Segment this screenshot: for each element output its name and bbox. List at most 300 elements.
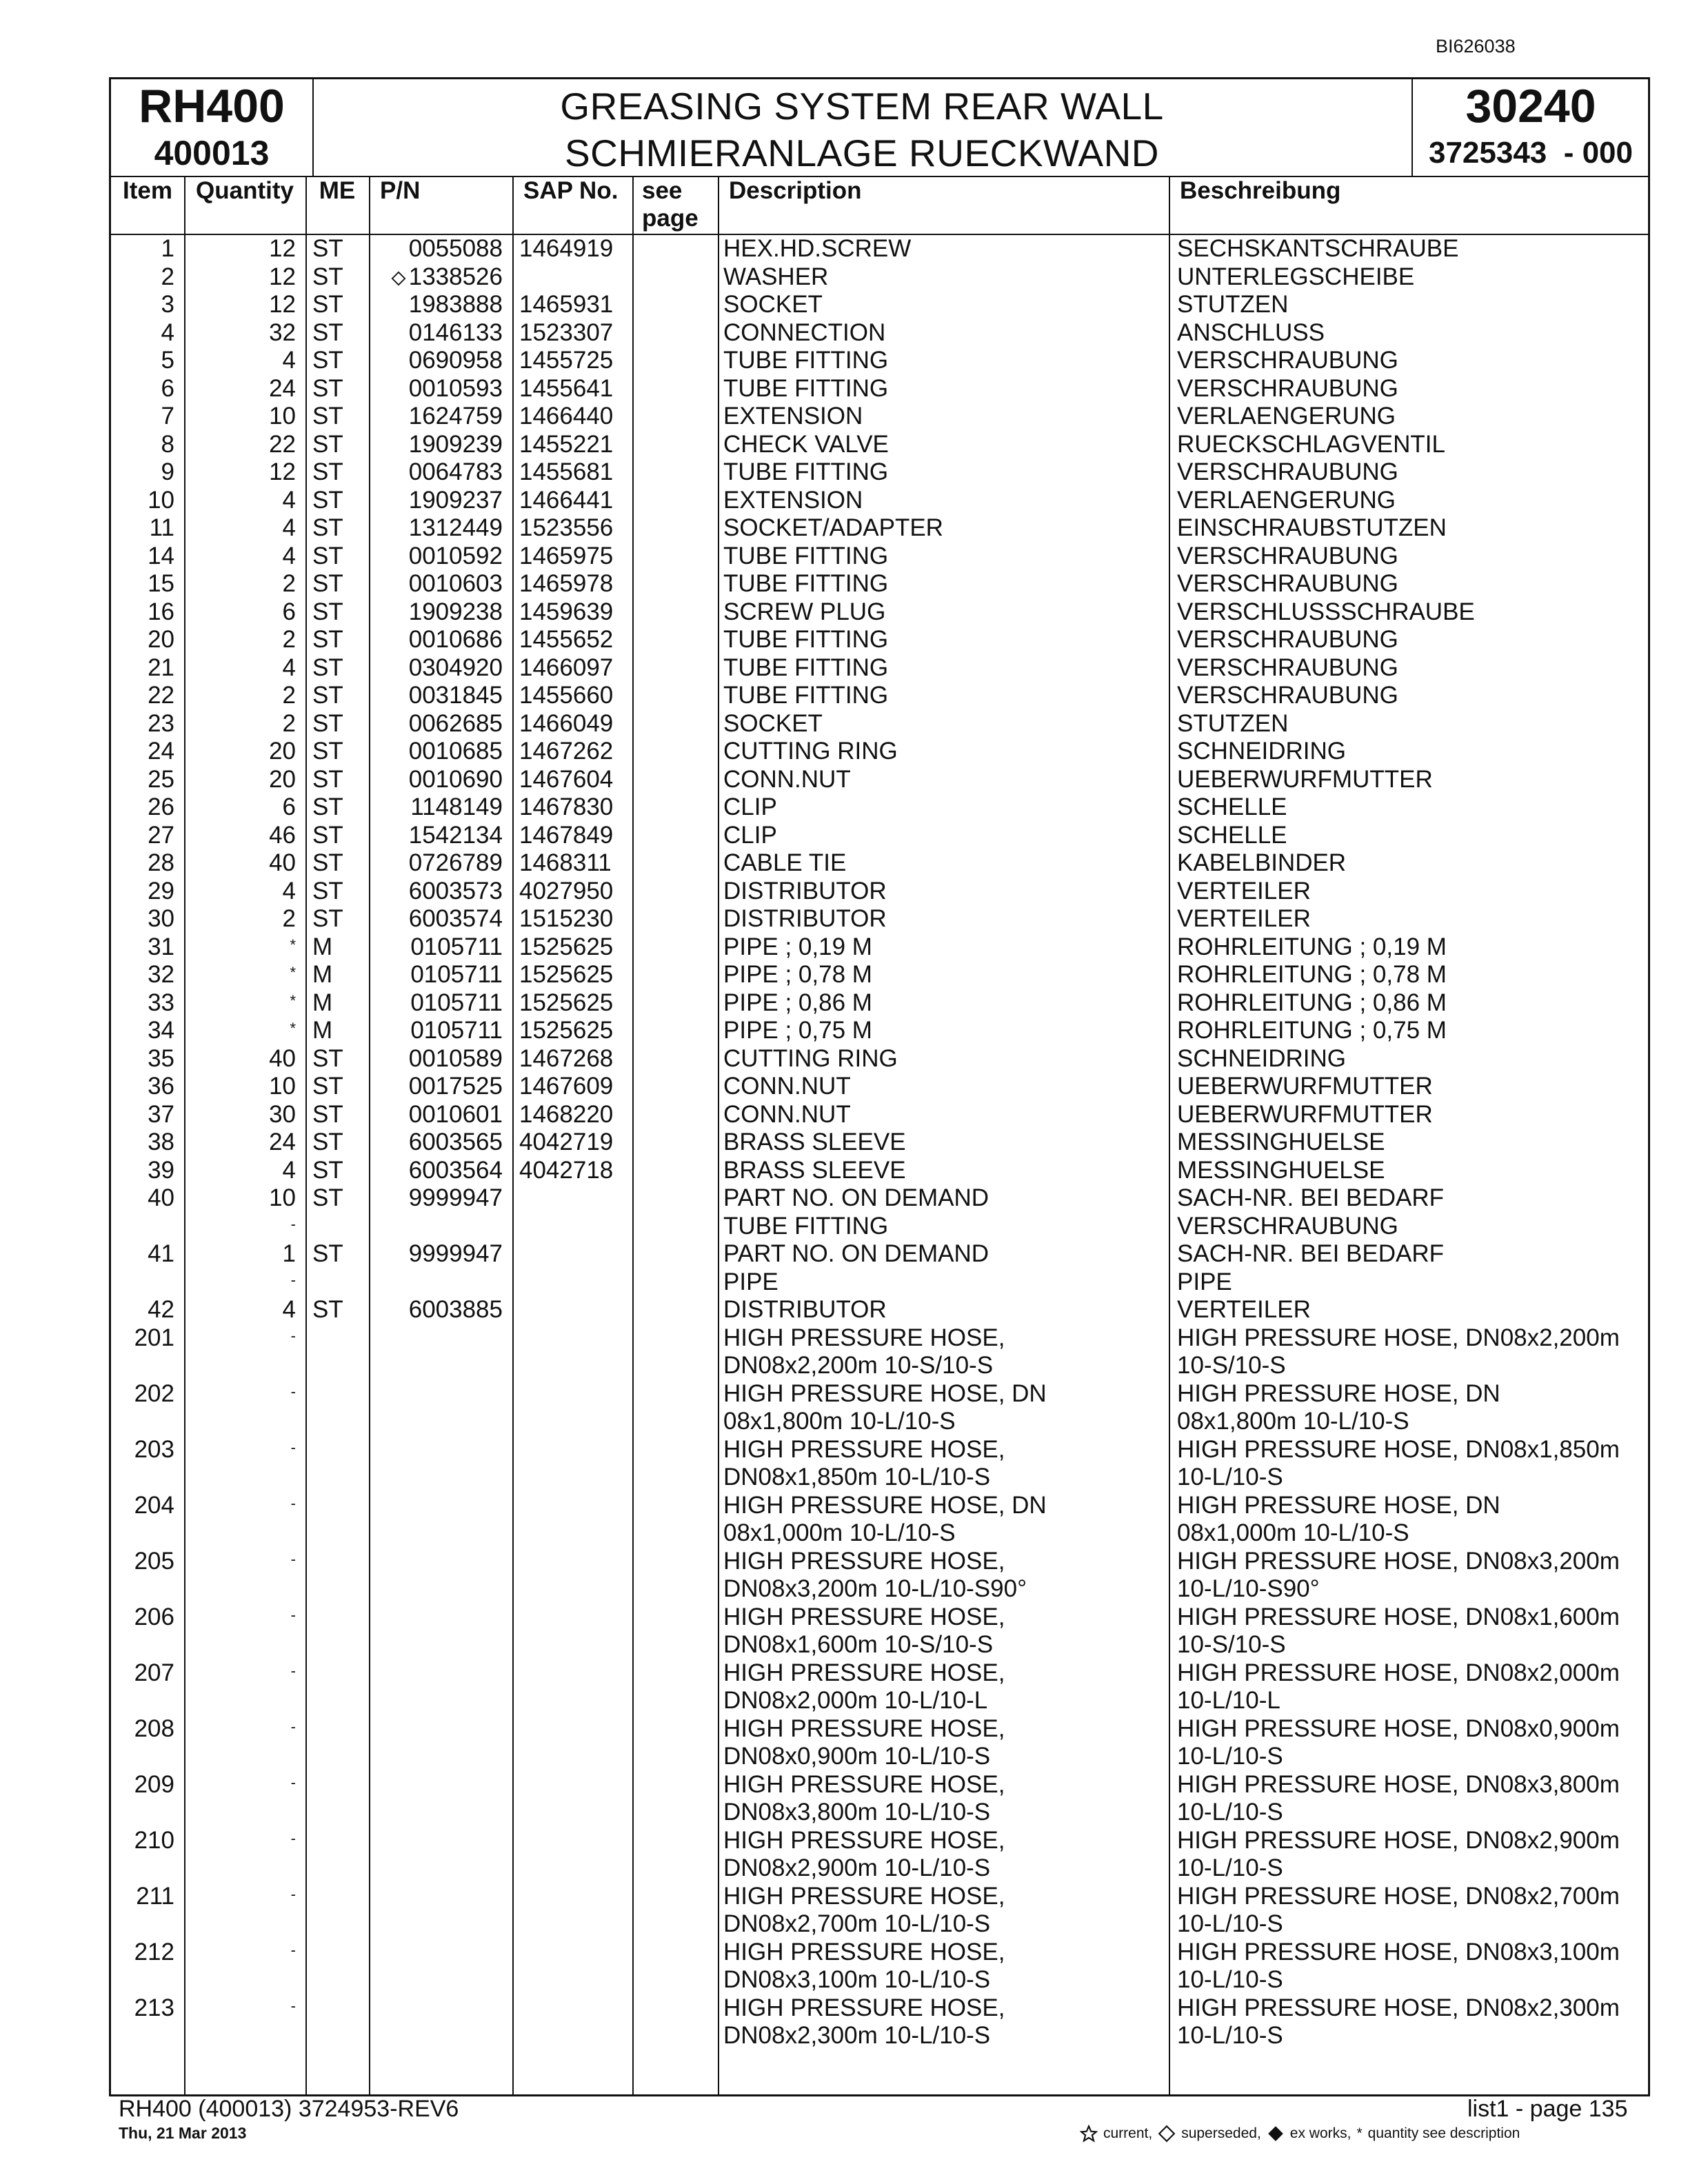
cell-description: DN08x2,700m 10-L/10-S: [723, 1910, 991, 1937]
cell-description: BRASS SLEEVE: [723, 1156, 906, 1184]
table-row: [111, 1715, 1650, 1743]
cell-quantity: 4: [282, 877, 296, 904]
table-row: [111, 1939, 1650, 1967]
cell-description: DN08x2,300m 10-L/10-S: [723, 2022, 991, 2049]
cell-pn: 0105711: [410, 989, 503, 1016]
cell-beschreibung: HIGH PRESSURE HOSE, DN08x3,200m: [1177, 1547, 1620, 1575]
table-row: [111, 1743, 1650, 1771]
cell-item: 6: [161, 374, 174, 402]
cell-quantity: 12: [269, 235, 296, 262]
cell-beschreibung: VERLAENGERUNG: [1177, 486, 1396, 514]
cell-description: CONNECTION: [723, 318, 886, 346]
cell-sap: 1525625: [519, 1017, 614, 1044]
cell-me: ST: [312, 542, 343, 569]
cell-description: TUBE FITTING: [723, 1212, 889, 1240]
cell-me: ST: [312, 1184, 343, 1211]
legend-superseded: superseded,: [1181, 2125, 1261, 2141]
cell-pn: 1542134: [408, 821, 503, 849]
table-row: [111, 822, 1650, 850]
cell-description: TUBE FITTING: [723, 374, 889, 402]
cell-pn: 0105711: [410, 1017, 503, 1044]
cell-pn: 0690958: [408, 347, 503, 374]
cell-description: DISTRIBUTOR: [723, 905, 887, 932]
cell-item: 1: [161, 235, 174, 262]
cell-description: SCREW PLUG: [723, 598, 886, 625]
cell-item: 21: [148, 654, 174, 681]
table-row: [111, 319, 1650, 347]
cell-quantity: *: [290, 964, 296, 981]
cell-quantity: 24: [269, 374, 296, 402]
cell-description: DN08x1,600m 10-S/10-S: [723, 1631, 994, 1658]
cell-pn: 0055088: [408, 235, 503, 262]
cell-beschreibung: SCHNEIDRING: [1177, 1044, 1347, 1072]
cell-item: 3: [161, 291, 174, 318]
cell-quantity: -: [290, 1382, 296, 1400]
table-row: [111, 1184, 1650, 1213]
drawing-number: 3725343 - 000: [1428, 136, 1634, 170]
cell-item: 14: [148, 542, 174, 569]
cell-beschreibung: 10-L/10-S: [1177, 1854, 1283, 1881]
cell-beschreibung: VERSCHRAUBUNG: [1177, 458, 1398, 485]
cell-quantity: 10: [269, 1184, 296, 1211]
cell-item: 4: [161, 318, 174, 346]
cell-item: 210: [134, 1826, 174, 1854]
cell-sap: 1468220: [519, 1100, 614, 1128]
cell-quantity: 12: [269, 263, 296, 290]
cell-quantity: 4: [282, 347, 296, 374]
filled-diamond-icon: [1267, 2125, 1285, 2143]
cell-beschreibung: VERSCHRAUBUNG: [1177, 682, 1398, 709]
table-row: [111, 1631, 1650, 1659]
cell-description: HEX.HD.SCREW: [723, 235, 912, 262]
cell-item: 22: [148, 682, 174, 709]
cell-pn: 0010601: [408, 1100, 503, 1128]
cell-item: 36: [148, 1073, 174, 1100]
cell-quantity: 40: [269, 849, 296, 876]
cell-beschreibung: ANSCHLUSS: [1177, 318, 1325, 346]
table-row: [111, 654, 1650, 682]
cell-description: DN08x0,900m 10-L/10-S: [723, 1743, 991, 1770]
cell-pn: 0010686: [408, 626, 503, 653]
cell-item: 208: [134, 1715, 174, 1742]
cell-sap: 1467609: [519, 1073, 614, 1100]
cell-pn: 0726789: [408, 849, 503, 876]
table-row: [111, 1659, 1650, 1688]
cell-quantity: 24: [269, 1129, 296, 1155]
cell-description: CONN.NUT: [723, 1073, 851, 1100]
cell-pn: 0146133: [408, 318, 503, 346]
cell-quantity: 20: [269, 765, 296, 793]
cell-quantity: 2: [282, 682, 296, 709]
cell-quantity: -: [290, 1661, 296, 1679]
cell-me: ST: [312, 291, 343, 318]
cell-description: DISTRIBUTOR: [723, 877, 887, 904]
cell-beschreibung: PIPE: [1177, 1268, 1232, 1295]
table-row: [111, 738, 1650, 766]
cell-me: ST: [312, 905, 343, 932]
cell-description: HIGH PRESSURE HOSE,: [723, 1547, 1005, 1575]
cell-beschreibung: VERSCHLUSSSCHRAUBE: [1177, 598, 1475, 625]
cell-description: PART NO. ON DEMAND: [723, 1240, 989, 1267]
cell-sap: 1523556: [519, 514, 614, 541]
cell-quantity: 32: [269, 318, 296, 346]
cell-sap: 1467604: [519, 765, 614, 793]
cell-quantity: 12: [269, 458, 296, 485]
cell-item: 39: [148, 1156, 174, 1184]
cell-sap: 1467830: [519, 793, 614, 820]
table-row: [111, 710, 1650, 738]
cell-item: 8: [161, 430, 174, 458]
cell-beschreibung: ROHRLEITUNG ; 0,19 M: [1177, 933, 1447, 960]
table-row: [111, 1827, 1650, 1855]
cell-pn: 1624759: [408, 403, 503, 429]
cell-beschreibung: VERLAENGERUNG: [1177, 403, 1396, 429]
cell-beschreibung: UEBERWURFMUTTER: [1177, 1100, 1433, 1128]
cell-beschreibung: SACH-NR. BEI BEDARF: [1177, 1240, 1444, 1267]
cell-quantity: *: [290, 991, 296, 1009]
cell-item: 2: [161, 263, 174, 290]
cell-beschreibung: UEBERWURFMUTTER: [1177, 1073, 1433, 1100]
cell-item: 212: [134, 1938, 174, 1965]
col-header-beschreibung: Beschreibung: [1180, 177, 1341, 204]
cell-description: TUBE FITTING: [723, 347, 889, 374]
table-row: [111, 1408, 1650, 1436]
cell-sap: 1465931: [519, 291, 614, 318]
table-row: [111, 1324, 1650, 1353]
cell-item: 37: [148, 1100, 174, 1128]
cell-beschreibung: VERTEILER: [1177, 905, 1311, 932]
cell-description: EXTENSION: [723, 486, 863, 514]
parts-list-frame: [109, 77, 1650, 2096]
table-row: [111, 570, 1650, 598]
cell-sap: 4042718: [519, 1156, 614, 1184]
cell-sap: 1525625: [519, 933, 614, 960]
col-header-description: Description: [729, 177, 862, 204]
table-row: [111, 849, 1650, 878]
cell-sap: 1455660: [519, 682, 614, 709]
cell-me: ST: [312, 793, 343, 820]
cell-pn: 6003565: [408, 1129, 503, 1155]
cell-beschreibung: VERSCHRAUBUNG: [1177, 374, 1398, 402]
cell-pn: 6003885: [408, 1296, 503, 1323]
cell-quantity: -: [290, 1494, 296, 1512]
cell-beschreibung: SACH-NR. BEI BEDARF: [1177, 1184, 1444, 1211]
cell-me: M: [312, 1017, 333, 1044]
cell-me: ST: [312, 598, 343, 625]
col-header-pn: P/N: [380, 177, 421, 204]
cell-me: ST: [312, 486, 343, 514]
cell-description: CUTTING RING: [723, 1044, 898, 1072]
cell-pn: [373, 263, 503, 291]
cell-beschreibung: HIGH PRESSURE HOSE, DN08x1,600m: [1177, 1603, 1620, 1630]
cell-beschreibung: VERTEILER: [1177, 877, 1311, 904]
cell-description: PIPE: [723, 1268, 778, 1295]
cell-description: CONN.NUT: [723, 765, 851, 793]
cell-item: 23: [148, 709, 174, 737]
cell-pn: 1909237: [408, 486, 503, 514]
cell-description: CABLE TIE: [723, 849, 847, 876]
table-row: [111, 431, 1650, 459]
cell-quantity: 6: [282, 793, 296, 820]
cell-pn: 0010690: [408, 765, 503, 793]
cell-description: HIGH PRESSURE HOSE,: [723, 1770, 1005, 1798]
table-row: [111, 1519, 1650, 1548]
cell-item: 38: [148, 1129, 174, 1155]
star-icon: [1080, 2125, 1098, 2143]
cell-quantity: 22: [269, 430, 296, 458]
cell-me: ST: [312, 514, 343, 541]
table-row: [111, 1575, 1650, 1604]
table-row: [111, 933, 1650, 962]
cell-quantity: 2: [282, 905, 296, 932]
cell-sap: 1466097: [519, 654, 614, 681]
cell-me: ST: [312, 430, 343, 458]
cell-me: ST: [312, 570, 343, 597]
cell-beschreibung: HIGH PRESSURE HOSE, DN08x3,800m: [1177, 1770, 1620, 1798]
cell-description: DN08x2,900m 10-L/10-S: [723, 1854, 991, 1881]
cell-beschreibung: HIGH PRESSURE HOSE, DN: [1177, 1491, 1500, 1519]
cell-quantity: 30: [269, 1100, 296, 1128]
table-row: [111, 1240, 1650, 1268]
cell-pn: 0010685: [408, 738, 503, 765]
cell-sap: 1525625: [519, 961, 614, 988]
cell-description: TUBE FITTING: [723, 682, 889, 709]
cell-quantity: 4: [282, 486, 296, 514]
table-row: [111, 1883, 1650, 1911]
cell-item: 205: [134, 1547, 174, 1575]
table-row: [111, 1017, 1650, 1045]
cell-sap: 1523307: [519, 318, 614, 346]
cell-me: M: [312, 989, 333, 1016]
cell-item: 9: [161, 458, 174, 485]
cell-pn: 1909239: [408, 430, 503, 458]
cell-item: 42: [148, 1296, 174, 1323]
legend-current: current,: [1103, 2125, 1153, 2141]
cell-description: HIGH PRESSURE HOSE,: [723, 1826, 1005, 1854]
cell-beschreibung: HIGH PRESSURE HOSE, DN08x2,300m: [1177, 1994, 1620, 2021]
cell-description: DN08x2,200m 10-S/10-S: [723, 1352, 994, 1379]
cell-sap: 1515230: [519, 905, 614, 932]
table-row: [111, 1073, 1650, 1101]
cell-beschreibung: 10-L/10-S90°: [1177, 1575, 1320, 1602]
cell-beschreibung: 08x1,000m 10-L/10-S: [1177, 1519, 1409, 1546]
cell-description: CUTTING RING: [723, 738, 898, 765]
cell-beschreibung: VERSCHRAUBUNG: [1177, 347, 1398, 374]
cell-description: HIGH PRESSURE HOSE,: [723, 1715, 1005, 1742]
cell-item: 29: [148, 877, 174, 904]
cell-me: ST: [312, 1156, 343, 1184]
table-row: [111, 598, 1650, 627]
cell-beschreibung: 10-L/10-S: [1177, 1966, 1283, 1993]
cell-beschreibung: VERSCHRAUBUNG: [1177, 654, 1398, 681]
cell-item: 7: [161, 403, 174, 429]
cell-beschreibung: 10-L/10-S: [1177, 1464, 1283, 1490]
cell-beschreibung: STUTZEN: [1177, 709, 1289, 737]
table-row: [111, 961, 1650, 989]
cell-beschreibung: VERSCHRAUBUNG: [1177, 626, 1398, 653]
cell-quantity: 2: [282, 626, 296, 653]
table-row: [111, 1771, 1650, 1799]
cell-pn: 0010593: [408, 374, 503, 402]
cell-me: ST: [312, 682, 343, 709]
table-row: [111, 1380, 1650, 1408]
cell-description: DISTRIBUTOR: [723, 1296, 887, 1323]
cell-quantity: 4: [282, 654, 296, 681]
cell-description: HIGH PRESSURE HOSE,: [723, 1882, 1005, 1910]
cell-beschreibung: HIGH PRESSURE HOSE, DN: [1177, 1379, 1500, 1407]
cell-me: ST: [312, 1044, 343, 1072]
cell-quantity: 2: [282, 570, 296, 597]
table-row: [111, 291, 1650, 319]
cell-me: ST: [312, 1129, 343, 1155]
cell-pn: 6003573: [408, 877, 503, 904]
cell-me: ST: [312, 374, 343, 402]
cell-item: 30: [148, 905, 174, 932]
cell-quantity: *: [290, 936, 296, 953]
title-german: SCHMIERANLAGE RUECKWAND: [564, 132, 1160, 174]
cell-me: ST: [312, 821, 343, 849]
cell-sap: 1459639: [519, 598, 614, 625]
cell-description: HIGH PRESSURE HOSE,: [723, 1435, 1005, 1463]
table-row: [111, 458, 1650, 487]
group-number: 30240: [1465, 80, 1596, 132]
model-name: RH400: [139, 80, 285, 132]
table-row: [111, 487, 1650, 515]
table-row: [111, 1296, 1650, 1324]
table-row: [111, 2022, 1650, 2050]
cell-me: ST: [312, 1100, 343, 1128]
cell-beschreibung: HIGH PRESSURE HOSE, DN08x2,000m: [1177, 1659, 1620, 1686]
cell-sap: 1466049: [519, 709, 614, 737]
table-row: [111, 514, 1650, 543]
cell-item: 202: [134, 1379, 174, 1407]
cell-description: HIGH PRESSURE HOSE,: [723, 1938, 1005, 1965]
table-row: [111, 1352, 1650, 1380]
col-header-see-page: see page: [642, 177, 699, 232]
cell-beschreibung: 10-S/10-S: [1177, 1352, 1286, 1379]
cell-me: ST: [312, 738, 343, 765]
cell-item: 33: [148, 989, 174, 1016]
table-row: [111, 626, 1650, 654]
cell-sap: 1455652: [519, 626, 614, 653]
table-row: [111, 235, 1650, 263]
table-row: [111, 543, 1650, 571]
cell-item: 41: [148, 1240, 174, 1267]
cell-me: ST: [312, 318, 343, 346]
cell-beschreibung: KABELBINDER: [1177, 849, 1347, 876]
cell-quantity: -: [290, 1996, 296, 2014]
cell-pn: 1312449: [408, 514, 503, 541]
parts-table-body: [111, 235, 1650, 2096]
table-row: [111, 1129, 1650, 1157]
cell-me: ST: [312, 877, 343, 904]
legend-quantity: quantity see description: [1367, 2125, 1520, 2141]
cell-quantity: 6: [282, 598, 296, 625]
cell-quantity: -: [290, 1773, 296, 1791]
cell-description: TUBE FITTING: [723, 458, 889, 485]
cell-description: DN08x3,100m 10-L/10-S: [723, 1966, 991, 1993]
cell-beschreibung: 10-L/10-S: [1177, 1743, 1283, 1770]
cell-description: SOCKET: [723, 709, 823, 737]
table-row: [111, 1604, 1650, 1632]
cell-sap: 4027950: [519, 877, 614, 904]
cell-quantity: 4: [282, 1296, 296, 1323]
cell-quantity: *: [290, 1020, 296, 1037]
cell-pn: 6003574: [408, 905, 503, 932]
cell-quantity: 20: [269, 738, 296, 765]
cell-beschreibung: 08x1,800m 10-L/10-S: [1177, 1408, 1409, 1435]
cell-quantity: -: [290, 1606, 296, 1624]
cell-sap: 1465978: [519, 570, 614, 597]
table-row: [111, 1548, 1650, 1576]
cell-item: 203: [134, 1435, 174, 1463]
cell-item: 204: [134, 1491, 174, 1519]
cell-beschreibung: 10-L/10-S: [1177, 1799, 1283, 1826]
table-row: [111, 1966, 1650, 1994]
cell-description: 08x1,800m 10-L/10-S: [723, 1408, 956, 1435]
table-row: [111, 1464, 1650, 1492]
table-row: [111, 1436, 1650, 1464]
cell-pn: 0105711: [410, 933, 503, 960]
cell-quantity: -: [290, 1438, 296, 1456]
cell-description: EXTENSION: [723, 403, 863, 429]
cell-item: 24: [148, 738, 174, 765]
cell-item: 16: [148, 598, 174, 625]
cell-description: PIPE ; 0,19 M: [723, 933, 872, 960]
cell-item: 25: [148, 765, 174, 793]
footer-date: Thu, 21 Mar 2013: [119, 2124, 247, 2142]
cell-pn: 0064783: [408, 458, 503, 485]
cell-pn: 0062685: [408, 709, 503, 737]
cell-beschreibung: UEBERWURFMUTTER: [1177, 765, 1433, 793]
table-row: [111, 905, 1650, 933]
cell-item: 207: [134, 1659, 174, 1686]
table-row: [111, 1045, 1650, 1073]
cell-description: HIGH PRESSURE HOSE,: [723, 1603, 1005, 1630]
cell-sap: 1525625: [519, 989, 614, 1016]
cell-description: PIPE ; 0,75 M: [723, 1017, 872, 1044]
cell-sap: 1464919: [519, 235, 614, 262]
cell-item: 15: [148, 570, 174, 597]
cell-sap: 1465975: [519, 542, 614, 569]
cell-item: 20: [148, 626, 174, 653]
cell-quantity: 4: [282, 514, 296, 541]
cell-item: 211: [136, 1882, 174, 1910]
cell-beschreibung: MESSINGHUELSE: [1177, 1129, 1385, 1155]
cell-beschreibung: 10-L/10-S: [1177, 2022, 1283, 2049]
cell-beschreibung: STUTZEN: [1177, 291, 1289, 318]
cell-sap: 1467262: [519, 738, 614, 765]
cell-description: DN08x3,200m 10-L/10-S90°: [723, 1575, 1027, 1602]
cell-sap: 1455641: [519, 374, 614, 402]
cell-beschreibung: 10-L/10-S: [1177, 1910, 1283, 1937]
col-header-me: ME: [319, 177, 356, 204]
cell-beschreibung: HIGH PRESSURE HOSE, DN08x2,200m: [1177, 1324, 1620, 1351]
cell-pn: 0031845: [408, 682, 503, 709]
cell-me: M: [312, 961, 333, 988]
pn-value: 1338526: [408, 263, 503, 290]
cell-sap: 1467268: [519, 1044, 614, 1072]
cell-beschreibung: ROHRLEITUNG ; 0,78 M: [1177, 961, 1447, 988]
cell-sap: 1468311: [519, 849, 612, 876]
table-row: [111, 1213, 1650, 1241]
cell-sap: 4042719: [519, 1129, 614, 1155]
table-row: [111, 1910, 1650, 1939]
cell-description: CONN.NUT: [723, 1100, 851, 1128]
cell-quantity: 10: [269, 1073, 296, 1100]
cell-beschreibung: SCHELLE: [1177, 821, 1287, 849]
cell-description: HIGH PRESSURE HOSE,: [723, 1659, 1005, 1686]
